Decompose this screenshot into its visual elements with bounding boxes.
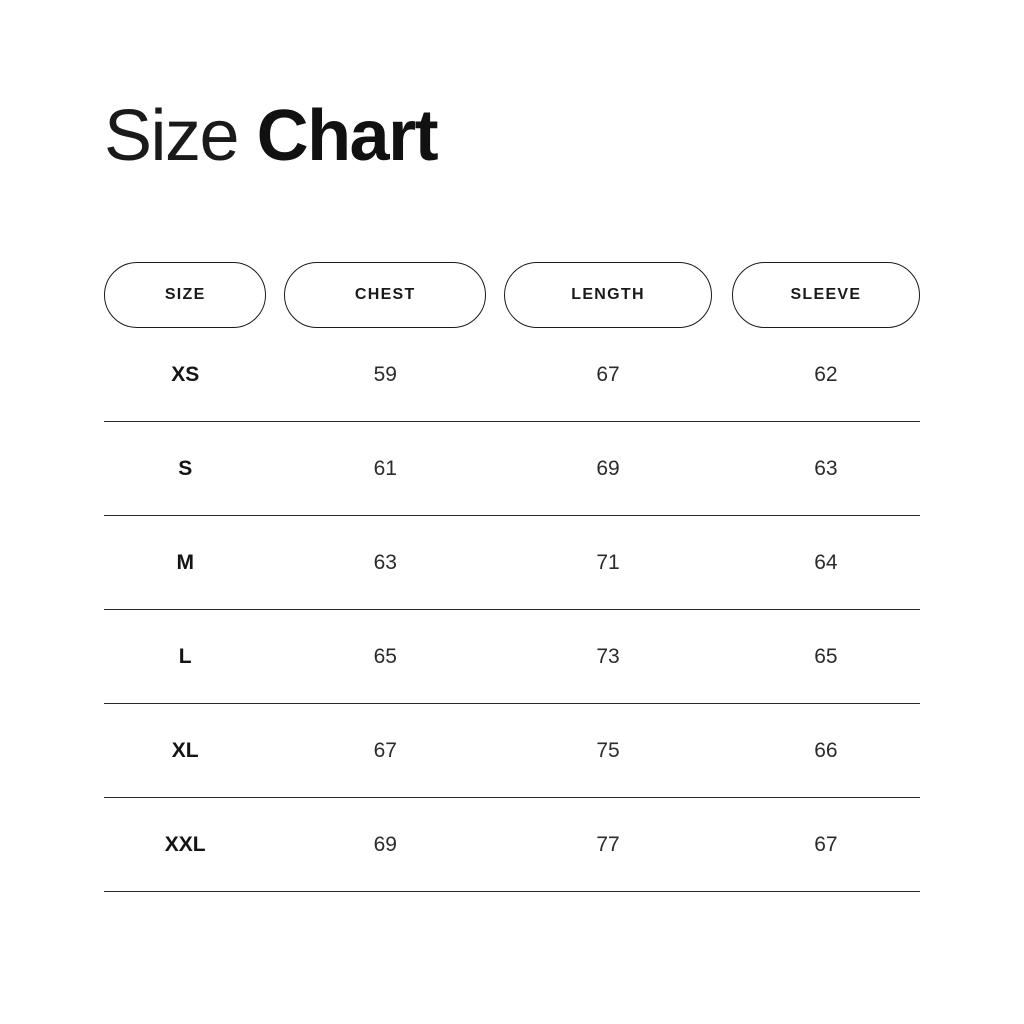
cell-size: XS: [171, 362, 200, 386]
page-title-bold: Chart: [256, 96, 438, 176]
cell-length: 69: [596, 456, 620, 480]
table-row: [104, 328, 920, 422]
cell-chest: 69: [373, 832, 397, 856]
cell-sleeve: 62: [814, 362, 838, 386]
cell-sleeve: 63: [814, 456, 838, 480]
cell-size: L: [178, 644, 192, 668]
page-title: [104, 96, 438, 176]
cell-length: 67: [596, 362, 620, 386]
cell-size: S: [178, 456, 193, 480]
cell-chest: 65: [373, 644, 397, 668]
table-header-row: [104, 262, 920, 328]
cell-chest: 59: [373, 362, 397, 386]
table-row: [104, 704, 920, 798]
column-header-sleeve: SLEEVE: [732, 262, 920, 328]
cell-chest: 63: [373, 550, 397, 574]
page-title-light: Size: [104, 96, 239, 176]
cell-size: M: [176, 550, 194, 574]
cell-chest: 67: [373, 738, 397, 762]
table-row: [104, 516, 920, 610]
cell-length: 73: [596, 644, 620, 668]
table-row: [104, 610, 920, 704]
cell-size: XL: [171, 738, 199, 762]
cell-length: 71: [596, 550, 620, 574]
cell-sleeve: 67: [814, 832, 838, 856]
table-body: [104, 328, 920, 892]
cell-length: 77: [596, 832, 620, 856]
column-header-size: SIZE: [104, 262, 266, 328]
size-chart-table: [104, 262, 920, 892]
table-row: [104, 422, 920, 516]
cell-length: 75: [596, 738, 620, 762]
cell-sleeve: 66: [814, 738, 838, 762]
table-row: [104, 798, 920, 892]
cell-sleeve: 65: [814, 644, 838, 668]
column-header-length: LENGTH: [504, 262, 712, 328]
cell-sleeve: 64: [814, 550, 838, 574]
cell-size: XXL: [164, 832, 206, 856]
cell-chest: 61: [373, 456, 397, 480]
column-header-chest: CHEST: [284, 262, 486, 328]
